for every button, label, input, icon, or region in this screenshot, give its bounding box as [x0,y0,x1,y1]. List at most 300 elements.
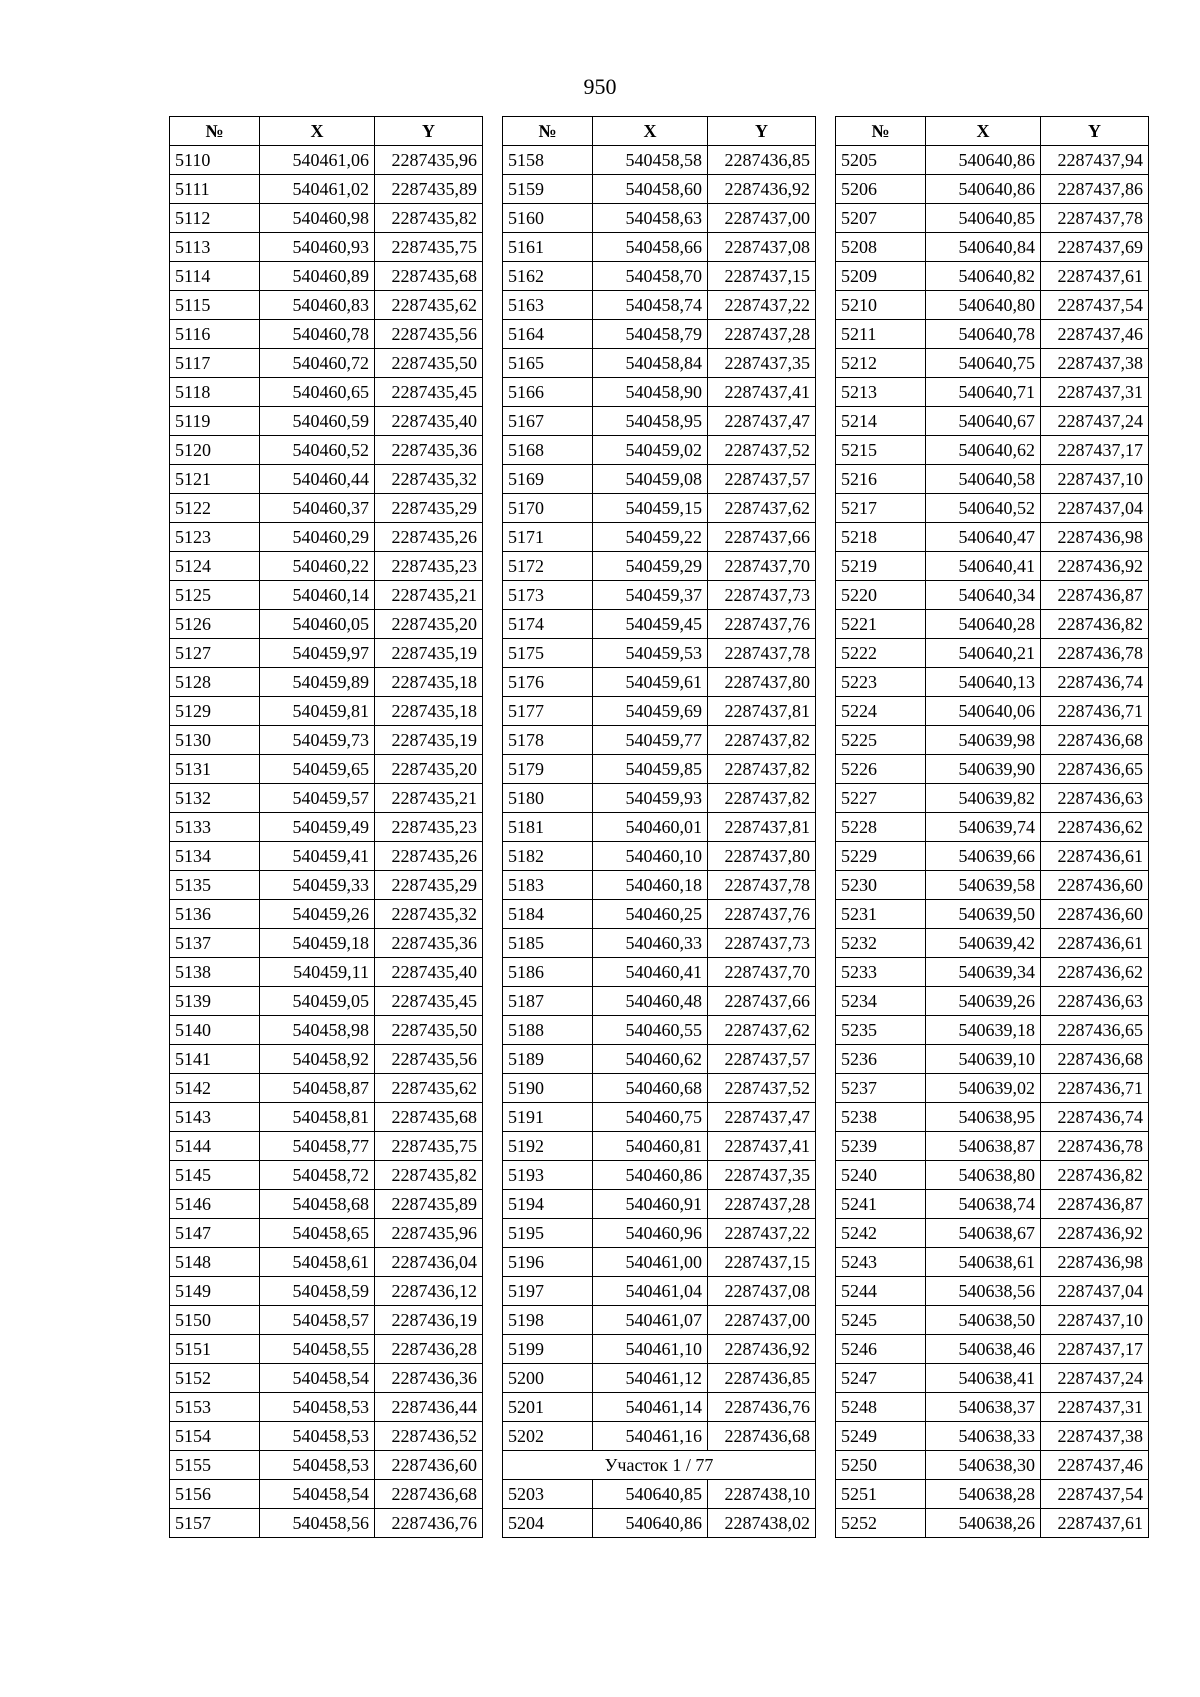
coordinates-table-2 [502,116,816,1538]
point-number-cell: 5136 [170,900,260,929]
x-coordinate-cell: 540460,93 [260,233,375,262]
point-number-cell: 5167 [503,407,593,436]
table-row [503,1016,816,1045]
point-number-cell: 5127 [170,639,260,668]
point-number-cell: 5158 [503,146,593,175]
point-number-cell: 5226 [836,755,926,784]
table-row [836,1277,1149,1306]
y-coordinate-cell: 2287437,52 [708,436,816,465]
point-number-cell: 5230 [836,871,926,900]
point-number-cell: 5174 [503,610,593,639]
x-coordinate-cell: 540640,85 [926,204,1041,233]
table-row [170,958,483,987]
y-coordinate-cell: 2287436,76 [375,1509,483,1538]
y-coordinate-cell: 2287437,00 [708,1306,816,1335]
table-row [503,842,816,871]
x-coordinate-cell: 540640,82 [926,262,1041,291]
y-coordinate-cell: 2287435,36 [375,436,483,465]
table-row [503,494,816,523]
y-coordinate-cell: 2287437,61 [1041,1509,1149,1538]
x-coordinate-cell: 540460,05 [260,610,375,639]
y-coordinate-cell: 2287436,12 [375,1277,483,1306]
table-row [836,987,1149,1016]
point-number-cell: 5143 [170,1103,260,1132]
table-row [170,1364,483,1393]
point-number-cell: 5181 [503,813,593,842]
y-coordinate-cell: 2287437,82 [708,726,816,755]
point-number-cell: 5164 [503,320,593,349]
y-coordinate-cell: 2287436,65 [1041,1016,1149,1045]
y-coordinate-cell: 2287435,40 [375,958,483,987]
table-row [503,958,816,987]
point-number-cell: 5118 [170,378,260,407]
table-row [503,784,816,813]
x-coordinate-cell: 540639,18 [926,1016,1041,1045]
y-coordinate-cell: 2287437,70 [708,958,816,987]
y-coordinate-cell: 2287436,28 [375,1335,483,1364]
table-row [170,175,483,204]
x-coordinate-cell: 540459,69 [593,697,708,726]
y-coordinate-cell: 2287437,31 [1041,1393,1149,1422]
y-coordinate-cell: 2287437,82 [708,784,816,813]
y-coordinate-cell: 2287436,92 [1041,1219,1149,1248]
x-coordinate-cell: 540460,41 [593,958,708,987]
x-coordinate-cell: 540639,50 [926,900,1041,929]
table-row [170,436,483,465]
point-number-cell: 5220 [836,581,926,610]
table-row [170,1219,483,1248]
x-coordinate-cell: 540458,58 [593,146,708,175]
table-row [170,320,483,349]
point-number-cell: 5162 [503,262,593,291]
table-row [836,726,1149,755]
x-coordinate-cell: 540461,12 [593,1364,708,1393]
x-coordinate-cell: 540459,73 [260,726,375,755]
point-number-cell: 5248 [836,1393,926,1422]
table-row [503,929,816,958]
table-row [503,436,816,465]
point-number-cell: 5116 [170,320,260,349]
table-row [503,407,816,436]
point-number-cell: 5169 [503,465,593,494]
point-number-cell: 5189 [503,1045,593,1074]
x-coordinate-cell: 540640,47 [926,523,1041,552]
table-row [503,726,816,755]
x-coordinate-cell: 540640,86 [593,1509,708,1538]
x-coordinate-cell: 540459,93 [593,784,708,813]
point-number-cell: 5196 [503,1248,593,1277]
y-coordinate-cell: 2287437,08 [708,233,816,262]
point-number-cell: 5231 [836,900,926,929]
y-coordinate-cell: 2287436,71 [1041,1074,1149,1103]
y-coordinate-cell: 2287436,85 [708,146,816,175]
header-y: Y [375,117,483,146]
point-number-cell: 5132 [170,784,260,813]
y-coordinate-cell: 2287437,80 [708,842,816,871]
y-coordinate-cell: 2287436,71 [1041,697,1149,726]
table-row [836,697,1149,726]
table-row [503,262,816,291]
x-coordinate-cell: 540460,55 [593,1016,708,1045]
x-coordinate-cell: 540461,00 [593,1248,708,1277]
point-number-cell: 5156 [170,1480,260,1509]
point-number-cell: 5233 [836,958,926,987]
point-number-cell: 5207 [836,204,926,233]
x-coordinate-cell: 540460,14 [260,581,375,610]
point-number-cell: 5117 [170,349,260,378]
table-row [503,1103,816,1132]
x-coordinate-cell: 540640,80 [926,291,1041,320]
point-number-cell: 5210 [836,291,926,320]
y-coordinate-cell: 2287435,19 [375,639,483,668]
x-coordinate-cell: 540638,33 [926,1422,1041,1451]
x-coordinate-cell: 540458,56 [260,1509,375,1538]
y-coordinate-cell: 2287436,60 [1041,900,1149,929]
table-row [836,262,1149,291]
point-number-cell: 5129 [170,697,260,726]
table-row [170,813,483,842]
coordinates-table-3 [835,116,1149,1538]
point-number-cell: 5159 [503,175,593,204]
y-coordinate-cell: 2287435,26 [375,523,483,552]
point-number-cell: 5150 [170,1306,260,1335]
y-coordinate-cell: 2287435,18 [375,697,483,726]
point-number-cell: 5165 [503,349,593,378]
table-row [836,552,1149,581]
header-x: X [593,117,708,146]
table-row [503,668,816,697]
x-coordinate-cell: 540640,41 [926,552,1041,581]
x-coordinate-cell: 540458,81 [260,1103,375,1132]
x-coordinate-cell: 540638,80 [926,1161,1041,1190]
x-coordinate-cell: 540640,67 [926,407,1041,436]
x-coordinate-cell: 540638,95 [926,1103,1041,1132]
x-coordinate-cell: 540460,18 [593,871,708,900]
x-coordinate-cell: 540640,58 [926,465,1041,494]
y-coordinate-cell: 2287436,61 [1041,929,1149,958]
x-coordinate-cell: 540460,44 [260,465,375,494]
y-coordinate-cell: 2287435,26 [375,842,483,871]
table-row [503,1393,816,1422]
table-row [836,1016,1149,1045]
table-row [836,1248,1149,1277]
point-number-cell: 5197 [503,1277,593,1306]
point-number-cell: 5170 [503,494,593,523]
x-coordinate-cell: 540459,15 [593,494,708,523]
table-row [836,146,1149,175]
y-coordinate-cell: 2287436,62 [1041,813,1149,842]
point-number-cell: 5179 [503,755,593,784]
x-coordinate-cell: 540640,28 [926,610,1041,639]
table-row [503,900,816,929]
table-row [170,871,483,900]
point-number-cell: 5202 [503,1422,593,1451]
y-coordinate-cell: 2287437,28 [708,320,816,349]
y-coordinate-cell: 2287437,78 [708,639,816,668]
y-coordinate-cell: 2287437,22 [708,291,816,320]
point-number-cell: 5216 [836,465,926,494]
y-coordinate-cell: 2287435,20 [375,610,483,639]
y-coordinate-cell: 2287435,36 [375,929,483,958]
x-coordinate-cell: 540460,29 [260,523,375,552]
x-coordinate-cell: 540639,66 [926,842,1041,871]
section-row [503,1451,816,1480]
table-row [503,204,816,233]
table-row [503,1045,816,1074]
point-number-cell: 5232 [836,929,926,958]
table-row [836,1161,1149,1190]
table-row [836,958,1149,987]
table-row [170,262,483,291]
table-row [170,204,483,233]
y-coordinate-cell: 2287437,35 [708,349,816,378]
y-coordinate-cell: 2287436,04 [375,1248,483,1277]
x-coordinate-cell: 540460,01 [593,813,708,842]
y-coordinate-cell: 2287436,62 [1041,958,1149,987]
point-number-cell: 5171 [503,523,593,552]
table-row [170,1103,483,1132]
x-coordinate-cell: 540458,65 [260,1219,375,1248]
table-row [503,1422,816,1451]
x-coordinate-cell: 540640,86 [926,175,1041,204]
point-number-cell: 5221 [836,610,926,639]
x-coordinate-cell: 540458,77 [260,1132,375,1161]
x-coordinate-cell: 540640,86 [926,146,1041,175]
point-number-cell: 5234 [836,987,926,1016]
point-number-cell: 5145 [170,1161,260,1190]
x-coordinate-cell: 540460,83 [260,291,375,320]
table-row [170,1393,483,1422]
point-number-cell: 5251 [836,1480,926,1509]
y-coordinate-cell: 2287435,32 [375,465,483,494]
point-number-cell: 5245 [836,1306,926,1335]
x-coordinate-cell: 540459,29 [593,552,708,581]
point-number-cell: 5153 [170,1393,260,1422]
table-row [836,610,1149,639]
y-coordinate-cell: 2287437,10 [1041,1306,1149,1335]
y-coordinate-cell: 2287436,36 [375,1364,483,1393]
table-row [503,146,816,175]
x-coordinate-cell: 540640,85 [593,1480,708,1509]
y-coordinate-cell: 2287435,18 [375,668,483,697]
point-number-cell: 5244 [836,1277,926,1306]
x-coordinate-cell: 540639,98 [926,726,1041,755]
x-coordinate-cell: 540461,10 [593,1335,708,1364]
y-coordinate-cell: 2287435,50 [375,349,483,378]
table-row [503,1190,816,1219]
x-coordinate-cell: 540460,62 [593,1045,708,1074]
point-number-cell: 5152 [170,1364,260,1393]
point-number-cell: 5222 [836,639,926,668]
y-coordinate-cell: 2287437,17 [1041,1335,1149,1364]
y-coordinate-cell: 2287437,38 [1041,349,1149,378]
x-coordinate-cell: 540458,79 [593,320,708,349]
y-coordinate-cell: 2287437,08 [708,1277,816,1306]
x-coordinate-cell: 540458,53 [260,1422,375,1451]
point-number-cell: 5139 [170,987,260,1016]
y-coordinate-cell: 2287437,73 [708,929,816,958]
point-number-cell: 5168 [503,436,593,465]
x-coordinate-cell: 540640,34 [926,581,1041,610]
y-coordinate-cell: 2287437,35 [708,1161,816,1190]
point-number-cell: 5160 [503,204,593,233]
x-coordinate-cell: 540638,41 [926,1364,1041,1393]
header-y: Y [708,117,816,146]
table-row [836,175,1149,204]
x-coordinate-cell: 540459,02 [593,436,708,465]
x-coordinate-cell: 540458,92 [260,1045,375,1074]
point-number-cell: 5217 [836,494,926,523]
y-coordinate-cell: 2287436,76 [708,1393,816,1422]
point-number-cell: 5183 [503,871,593,900]
y-coordinate-cell: 2287435,68 [375,1103,483,1132]
y-coordinate-cell: 2287437,04 [1041,494,1149,523]
point-number-cell: 5249 [836,1422,926,1451]
x-coordinate-cell: 540459,37 [593,581,708,610]
point-number-cell: 5138 [170,958,260,987]
point-number-cell: 5141 [170,1045,260,1074]
point-number-cell: 5182 [503,842,593,871]
x-coordinate-cell: 540461,02 [260,175,375,204]
section-label: Участок 1 / 77 [503,1451,816,1480]
y-coordinate-cell: 2287437,57 [708,1045,816,1074]
table-row [503,639,816,668]
point-number-cell: 5166 [503,378,593,407]
point-number-cell: 5137 [170,929,260,958]
y-coordinate-cell: 2287435,29 [375,871,483,900]
x-coordinate-cell: 540459,89 [260,668,375,697]
table-row [836,1509,1149,1538]
y-coordinate-cell: 2287436,98 [1041,1248,1149,1277]
table-row [836,436,1149,465]
table-row [503,871,816,900]
point-number-cell: 5238 [836,1103,926,1132]
point-number-cell: 5225 [836,726,926,755]
x-coordinate-cell: 540638,74 [926,1190,1041,1219]
table-row [170,233,483,262]
point-number-cell: 5243 [836,1248,926,1277]
x-coordinate-cell: 540638,87 [926,1132,1041,1161]
y-coordinate-cell: 2287437,80 [708,668,816,697]
table-row [503,291,816,320]
x-coordinate-cell: 540640,84 [926,233,1041,262]
point-number-cell: 5115 [170,291,260,320]
point-number-cell: 5111 [170,175,260,204]
table-row [170,900,483,929]
x-coordinate-cell: 540460,75 [593,1103,708,1132]
x-coordinate-cell: 540459,49 [260,813,375,842]
x-coordinate-cell: 540460,65 [260,378,375,407]
table-row [836,1103,1149,1132]
y-coordinate-cell: 2287437,78 [1041,204,1149,233]
point-number-cell: 5227 [836,784,926,813]
point-number-cell: 5211 [836,320,926,349]
table-row [503,378,816,407]
x-coordinate-cell: 540459,05 [260,987,375,1016]
header-number: № [836,117,926,146]
x-coordinate-cell: 540639,82 [926,784,1041,813]
y-coordinate-cell: 2287435,56 [375,1045,483,1074]
table-row [836,349,1149,378]
point-number-cell: 5144 [170,1132,260,1161]
point-number-cell: 5163 [503,291,593,320]
y-coordinate-cell: 2287437,31 [1041,378,1149,407]
x-coordinate-cell: 540460,48 [593,987,708,1016]
x-coordinate-cell: 540639,34 [926,958,1041,987]
y-coordinate-cell: 2287436,44 [375,1393,483,1422]
x-coordinate-cell: 540460,72 [260,349,375,378]
x-coordinate-cell: 540639,74 [926,813,1041,842]
y-coordinate-cell: 2287437,69 [1041,233,1149,262]
point-number-cell: 5131 [170,755,260,784]
x-coordinate-cell: 540461,06 [260,146,375,175]
y-coordinate-cell: 2287435,82 [375,204,483,233]
point-number-cell: 5228 [836,813,926,842]
y-coordinate-cell: 2287436,60 [375,1451,483,1480]
point-number-cell: 5204 [503,1509,593,1538]
point-number-cell: 5240 [836,1161,926,1190]
table-row [170,987,483,1016]
table-row [503,1306,816,1335]
point-number-cell: 5239 [836,1132,926,1161]
table-row [503,465,816,494]
x-coordinate-cell: 540459,22 [593,523,708,552]
y-coordinate-cell: 2287436,82 [1041,1161,1149,1190]
table-row [503,552,816,581]
table-row [170,1306,483,1335]
x-coordinate-cell: 540458,53 [260,1393,375,1422]
table-row [503,1161,816,1190]
y-coordinate-cell: 2287437,62 [708,1016,816,1045]
x-coordinate-cell: 540460,10 [593,842,708,871]
table-row [503,755,816,784]
y-coordinate-cell: 2287437,81 [708,697,816,726]
y-coordinate-cell: 2287435,89 [375,1190,483,1219]
x-coordinate-cell: 540639,10 [926,1045,1041,1074]
point-number-cell: 5247 [836,1364,926,1393]
table-row [836,1190,1149,1219]
point-number-cell: 5112 [170,204,260,233]
x-coordinate-cell: 540458,98 [260,1016,375,1045]
x-coordinate-cell: 540640,13 [926,668,1041,697]
table-row [836,407,1149,436]
table-row [503,697,816,726]
y-coordinate-cell: 2287435,89 [375,175,483,204]
point-number-cell: 5175 [503,639,593,668]
x-coordinate-cell: 540458,66 [593,233,708,262]
point-number-cell: 5235 [836,1016,926,1045]
table-row [503,1364,816,1393]
table-row [170,1132,483,1161]
point-number-cell: 5187 [503,987,593,1016]
y-coordinate-cell: 2287435,21 [375,581,483,610]
table-row [170,581,483,610]
point-number-cell: 5122 [170,494,260,523]
x-coordinate-cell: 540459,53 [593,639,708,668]
point-number-cell: 5203 [503,1480,593,1509]
table-row [170,1161,483,1190]
point-number-cell: 5190 [503,1074,593,1103]
y-coordinate-cell: 2287437,86 [1041,175,1149,204]
header-row [836,117,1149,146]
table-row [836,1219,1149,1248]
x-coordinate-cell: 540460,86 [593,1161,708,1190]
table-row [836,1393,1149,1422]
point-number-cell: 5193 [503,1161,593,1190]
x-coordinate-cell: 540459,26 [260,900,375,929]
y-coordinate-cell: 2287436,68 [708,1422,816,1451]
table-row [836,668,1149,697]
